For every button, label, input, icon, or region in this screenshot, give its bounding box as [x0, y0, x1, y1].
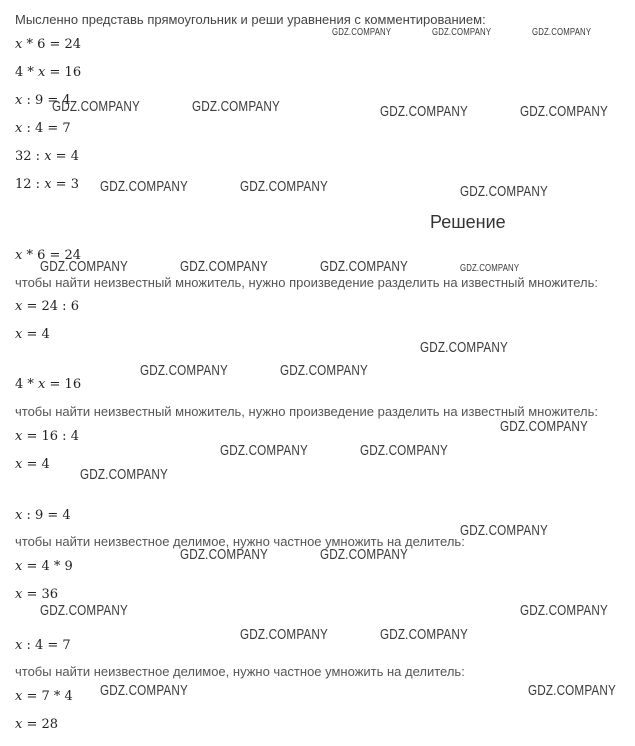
watermark: GDZ.COMPANY: [280, 362, 368, 379]
watermark: GDZ.COMPANY: [520, 103, 608, 120]
solution-1-rule: чтобы найти неизвестный множитель, нужно произведение разделить на известный множитель:: [15, 275, 598, 290]
watermark: GDZ.COMPANY: [520, 602, 608, 619]
watermark: GDZ.COMPANY: [220, 442, 308, 459]
watermark: GDZ.COMPANY: [500, 418, 588, 435]
solution-2-equation: 4 * x = 16: [15, 377, 82, 392]
solution-4-equation: x : 4 = 7: [15, 638, 71, 653]
problem-5: 32 : x = 4: [15, 149, 79, 164]
watermark: GDZ.COMPANY: [420, 339, 508, 356]
watermark: GDZ.COMPANY: [380, 626, 468, 643]
solution-4-step-1: x = 7 * 4: [15, 689, 73, 704]
solution-1-equation: x * 6 = 24: [15, 248, 82, 263]
problem-4: x : 4 = 7: [15, 121, 71, 136]
solution-3-equation: x : 9 = 4: [15, 508, 71, 523]
watermark: GDZ.COMPANY: [140, 362, 228, 379]
watermark: GDZ.COMPANY: [380, 103, 468, 120]
watermark: GDZ.COMPANY: [460, 263, 520, 274]
watermark: GDZ.COMPANY: [100, 178, 188, 195]
watermark: GDZ.COMPANY: [320, 546, 408, 563]
watermark: GDZ.COMPANY: [100, 682, 188, 699]
solution-2-step-1: x = 16 : 4: [15, 429, 79, 444]
solution-3-rule: чтобы найти неизвестное делимое, нужно частное умножить на делитель:: [15, 534, 465, 549]
solution-heading: Решение: [430, 212, 506, 232]
watermark: GDZ.COMPANY: [52, 98, 140, 115]
watermark: GDZ.COMPANY: [532, 27, 592, 38]
problem-6: 12 : x = 3: [15, 177, 79, 192]
problem-3: x : 9 = 4: [15, 93, 71, 108]
problem-2: 4 * x = 16: [15, 65, 82, 80]
watermark: GDZ.COMPANY: [40, 602, 128, 619]
solution-4-rule: чтобы найти неизвестное делимое, нужно частное умножить на делитель:: [15, 664, 465, 679]
solution-4-step-2: x = 28: [15, 717, 59, 732]
watermark: GDZ.COMPANY: [240, 626, 328, 643]
solution-2-step-2: x = 4: [15, 457, 50, 472]
watermark: GDZ.COMPANY: [240, 178, 328, 195]
watermark: GDZ.COMPANY: [80, 466, 168, 483]
watermark: GDZ.COMPANY: [40, 258, 128, 275]
solution-2-rule: чтобы найти неизвестный множитель, нужно произведение разделить на известный множитель:: [15, 404, 598, 419]
watermark: GDZ.COMPANY: [460, 183, 548, 200]
watermark: GDZ.COMPANY: [192, 98, 280, 115]
watermark: GDZ.COMPANY: [320, 258, 408, 275]
solution-1-step-2: x = 4: [15, 327, 50, 342]
task-text: Мысленно представь прямоугольник и реши уравнения с комментированием:: [15, 12, 486, 27]
watermark: GDZ.COMPANY: [432, 27, 492, 38]
problem-1: x * 6 = 24: [15, 37, 82, 52]
solution-3-step-2: x = 36: [15, 587, 59, 602]
watermark: GDZ.COMPANY: [180, 546, 268, 563]
watermark: GDZ.COMPANY: [332, 27, 392, 38]
watermark: GDZ.COMPANY: [528, 682, 616, 699]
solution-3-step-1: x = 4 * 9: [15, 559, 73, 574]
watermark: GDZ.COMPANY: [360, 442, 448, 459]
watermark: GDZ.COMPANY: [180, 258, 268, 275]
watermark: GDZ.COMPANY: [460, 522, 548, 539]
solution-1-step-1: x = 24 : 6: [15, 299, 79, 314]
